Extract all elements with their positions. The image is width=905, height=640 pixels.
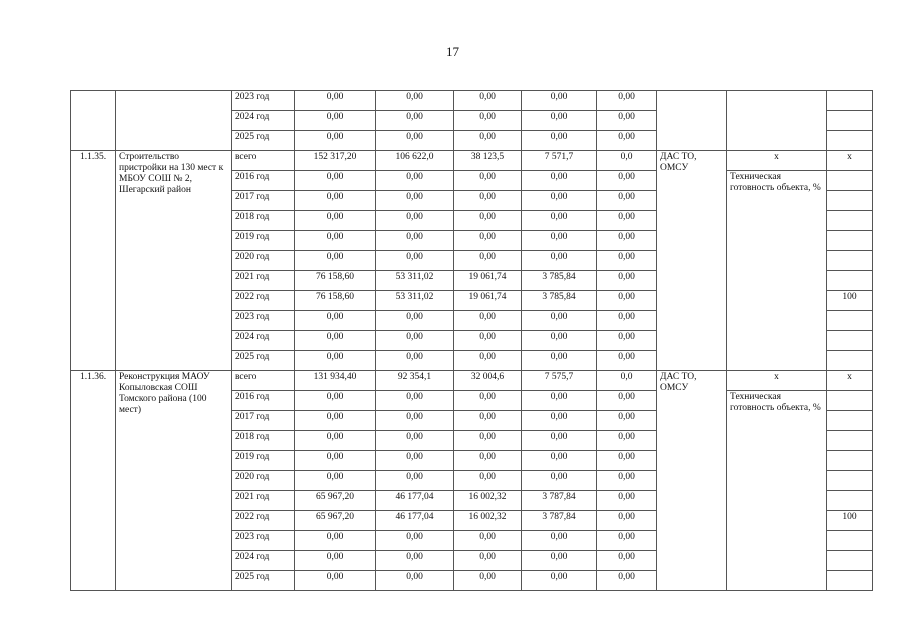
target-value-cell bbox=[827, 531, 873, 551]
code-cell: 1.1.36. bbox=[71, 371, 116, 591]
amount-cell: 0,00 bbox=[454, 251, 522, 271]
amount-cell: 16 002,32 bbox=[454, 511, 522, 531]
amount-cell: 0,0 bbox=[597, 371, 657, 391]
amount-cell: 0,00 bbox=[376, 111, 454, 131]
amount-cell: 0,00 bbox=[454, 171, 522, 191]
amount-cell: 0,00 bbox=[376, 411, 454, 431]
amount-cell: 0,00 bbox=[376, 431, 454, 451]
amount-cell: 0,00 bbox=[376, 171, 454, 191]
amount-cell: 0,00 bbox=[597, 131, 657, 151]
amount-cell: 0,00 bbox=[295, 571, 376, 591]
indicator-cell bbox=[727, 91, 827, 151]
amount-cell: 0,00 bbox=[522, 331, 597, 351]
amount-cell: 0,00 bbox=[295, 311, 376, 331]
amount-cell: 0,00 bbox=[597, 271, 657, 291]
amount-cell: 0,0 bbox=[597, 151, 657, 171]
target-value-cell bbox=[827, 111, 873, 131]
amount-cell: 65 967,20 bbox=[295, 511, 376, 531]
year-cell: 2024 год bbox=[232, 551, 295, 571]
amount-cell: 19 061,74 bbox=[454, 271, 522, 291]
amount-cell: 0,00 bbox=[522, 91, 597, 111]
year-cell: 2025 год bbox=[232, 351, 295, 371]
amount-cell: 38 123,5 bbox=[454, 151, 522, 171]
year-cell: 2021 год bbox=[232, 491, 295, 511]
target-value-cell bbox=[827, 471, 873, 491]
amount-cell: 0,00 bbox=[522, 171, 597, 191]
amount-cell: 0,00 bbox=[454, 571, 522, 591]
name-cell: Строительство пристройки на 130 мест к МБОУ СОШ № 2, Шегарский район bbox=[116, 151, 232, 371]
amount-cell: 0,00 bbox=[597, 511, 657, 531]
year-cell: 2024 год bbox=[232, 111, 295, 131]
amount-cell: 7 575,7 bbox=[522, 371, 597, 391]
target-value-cell bbox=[827, 211, 873, 231]
amount-cell: 0,00 bbox=[522, 111, 597, 131]
amount-cell: 152 317,20 bbox=[295, 151, 376, 171]
amount-cell: 0,00 bbox=[295, 91, 376, 111]
amount-cell: 0,00 bbox=[295, 351, 376, 371]
amount-cell: 106 622,0 bbox=[376, 151, 454, 171]
year-cell: 2023 год bbox=[232, 311, 295, 331]
amount-cell: 0,00 bbox=[376, 471, 454, 491]
target-value-cell bbox=[827, 171, 873, 191]
amount-cell: 46 177,04 bbox=[376, 511, 454, 531]
amount-cell: 0,00 bbox=[376, 231, 454, 251]
year-cell: 2023 год bbox=[232, 531, 295, 551]
amount-cell: 0,00 bbox=[522, 251, 597, 271]
amount-cell: 0,00 bbox=[295, 171, 376, 191]
amount-cell: 0,00 bbox=[597, 431, 657, 451]
target-value-cell bbox=[827, 551, 873, 571]
amount-cell: 0,00 bbox=[597, 411, 657, 431]
amount-cell: 0,00 bbox=[597, 391, 657, 411]
year-cell: 2019 год bbox=[232, 451, 295, 471]
target-value-cell bbox=[827, 391, 873, 411]
indicator-x-cell: x bbox=[727, 151, 827, 171]
amount-cell: 0,00 bbox=[522, 411, 597, 431]
amount-cell: 0,00 bbox=[454, 331, 522, 351]
amount-cell: 0,00 bbox=[295, 551, 376, 571]
amount-cell: 76 158,60 bbox=[295, 271, 376, 291]
target-value-cell bbox=[827, 231, 873, 251]
amount-cell: 0,00 bbox=[376, 131, 454, 151]
target-value-cell bbox=[827, 431, 873, 451]
amount-cell: 0,00 bbox=[597, 291, 657, 311]
year-cell: 2020 год bbox=[232, 251, 295, 271]
amount-cell: 0,00 bbox=[454, 191, 522, 211]
amount-cell: 0,00 bbox=[597, 171, 657, 191]
amount-cell: 0,00 bbox=[295, 211, 376, 231]
page-number: 17 bbox=[446, 44, 459, 59]
year-cell: 2020 год bbox=[232, 471, 295, 491]
amount-cell: 0,00 bbox=[522, 471, 597, 491]
amount-cell: 0,00 bbox=[454, 131, 522, 151]
amount-cell: 0,00 bbox=[454, 211, 522, 231]
target-value-cell bbox=[827, 91, 873, 111]
amount-cell: 0,00 bbox=[522, 451, 597, 471]
amount-cell: 0,00 bbox=[454, 471, 522, 491]
year-cell: 2025 год bbox=[232, 571, 295, 591]
amount-cell: 53 311,02 bbox=[376, 291, 454, 311]
amount-cell: 0,00 bbox=[376, 311, 454, 331]
amount-cell: 0,00 bbox=[376, 551, 454, 571]
year-cell: 2021 год bbox=[232, 271, 295, 291]
amount-cell: 0,00 bbox=[376, 191, 454, 211]
amount-cell: 0,00 bbox=[295, 431, 376, 451]
target-value-cell bbox=[827, 271, 873, 291]
amount-cell: 0,00 bbox=[295, 111, 376, 131]
amount-cell: 0,00 bbox=[454, 231, 522, 251]
indicator-cell: Техническая готовность объекта, % bbox=[727, 391, 827, 591]
amount-cell: 19 061,74 bbox=[454, 291, 522, 311]
amount-cell: 0,00 bbox=[295, 411, 376, 431]
code-cell bbox=[71, 91, 116, 151]
amount-cell: 0,00 bbox=[454, 431, 522, 451]
executor-cell: ДАС ТО, ОМСУ bbox=[657, 371, 727, 591]
target-value-cell bbox=[827, 351, 873, 371]
amount-cell: 0,00 bbox=[597, 491, 657, 511]
indicator-x-cell: x bbox=[727, 371, 827, 391]
amount-cell: 0,00 bbox=[597, 111, 657, 131]
amount-cell: 0,00 bbox=[454, 351, 522, 371]
amount-cell: 0,00 bbox=[597, 91, 657, 111]
amount-cell: 3 785,84 bbox=[522, 291, 597, 311]
amount-cell: 16 002,32 bbox=[454, 491, 522, 511]
year-cell: 2025 год bbox=[232, 131, 295, 151]
year-cell: 2024 год bbox=[232, 331, 295, 351]
amount-cell: 0,00 bbox=[454, 551, 522, 571]
amount-cell: 7 571,7 bbox=[522, 151, 597, 171]
amount-cell: 0,00 bbox=[454, 451, 522, 471]
amount-cell: 0,00 bbox=[522, 571, 597, 591]
amount-cell: 131 934,40 bbox=[295, 371, 376, 391]
year-cell: 2017 год bbox=[232, 411, 295, 431]
year-cell: 2017 год bbox=[232, 191, 295, 211]
target-value-cell bbox=[827, 311, 873, 331]
target-value-cell bbox=[827, 331, 873, 351]
target-value-cell: x bbox=[827, 151, 873, 171]
amount-cell: 0,00 bbox=[597, 451, 657, 471]
amount-cell: 0,00 bbox=[376, 391, 454, 411]
amount-cell: 0,00 bbox=[522, 311, 597, 331]
amount-cell: 0,00 bbox=[295, 391, 376, 411]
amount-cell: 0,00 bbox=[522, 231, 597, 251]
amount-cell: 0,00 bbox=[295, 191, 376, 211]
amount-cell: 53 311,02 bbox=[376, 271, 454, 291]
amount-cell: 0,00 bbox=[522, 431, 597, 451]
amount-cell: 0,00 bbox=[597, 531, 657, 551]
amount-cell: 0,00 bbox=[376, 211, 454, 231]
amount-cell: 0,00 bbox=[376, 91, 454, 111]
amount-cell: 0,00 bbox=[454, 411, 522, 431]
year-cell: 2022 год bbox=[232, 511, 295, 531]
amount-cell: 0,00 bbox=[295, 231, 376, 251]
amount-cell: 46 177,04 bbox=[376, 491, 454, 511]
executor-cell bbox=[657, 91, 727, 151]
target-value-cell bbox=[827, 491, 873, 511]
year-cell: 2022 год bbox=[232, 291, 295, 311]
amount-cell: 0,00 bbox=[522, 391, 597, 411]
amount-cell: 0,00 bbox=[295, 471, 376, 491]
amount-cell: 0,00 bbox=[522, 551, 597, 571]
amount-cell: 0,00 bbox=[597, 351, 657, 371]
amount-cell: 0,00 bbox=[376, 451, 454, 471]
amount-cell: 0,00 bbox=[597, 251, 657, 271]
indicator-cell: Техническая готовность объекта, % bbox=[727, 171, 827, 371]
amount-cell: 0,00 bbox=[597, 331, 657, 351]
target-value-cell bbox=[827, 451, 873, 471]
table-row bbox=[71, 91, 873, 111]
amount-cell: 0,00 bbox=[295, 131, 376, 151]
amount-cell: 65 967,20 bbox=[295, 491, 376, 511]
year-cell: всего bbox=[232, 151, 295, 171]
table-row bbox=[71, 151, 873, 171]
year-cell: 2018 год bbox=[232, 431, 295, 451]
amount-cell: 0,00 bbox=[522, 531, 597, 551]
amount-cell: 0,00 bbox=[376, 331, 454, 351]
target-value-cell bbox=[827, 131, 873, 151]
target-value-cell: 100 bbox=[827, 511, 873, 531]
target-value-cell: 100 bbox=[827, 291, 873, 311]
amount-cell: 0,00 bbox=[454, 531, 522, 551]
amount-cell: 0,00 bbox=[597, 211, 657, 231]
amount-cell: 0,00 bbox=[522, 211, 597, 231]
table-row bbox=[71, 371, 873, 391]
target-value-cell bbox=[827, 571, 873, 591]
amount-cell: 0,00 bbox=[597, 571, 657, 591]
budget-table bbox=[70, 90, 873, 591]
year-cell: 2019 год bbox=[232, 231, 295, 251]
amount-cell: 0,00 bbox=[454, 391, 522, 411]
amount-cell: 3 785,84 bbox=[522, 271, 597, 291]
year-cell: 2016 год bbox=[232, 171, 295, 191]
executor-cell: ДАС ТО, ОМСУ bbox=[657, 151, 727, 371]
amount-cell: 0,00 bbox=[454, 111, 522, 131]
amount-cell: 0,00 bbox=[597, 551, 657, 571]
target-value-cell bbox=[827, 191, 873, 211]
amount-cell: 0,00 bbox=[454, 91, 522, 111]
amount-cell: 0,00 bbox=[376, 251, 454, 271]
year-cell: 2016 год bbox=[232, 391, 295, 411]
amount-cell: 0,00 bbox=[597, 191, 657, 211]
amount-cell: 0,00 bbox=[295, 531, 376, 551]
amount-cell: 3 787,84 bbox=[522, 511, 597, 531]
code-cell: 1.1.35. bbox=[71, 151, 116, 371]
amount-cell: 0,00 bbox=[597, 231, 657, 251]
amount-cell: 0,00 bbox=[454, 311, 522, 331]
name-cell: Реконструкция МАОУ Копыловская СОШ Томского района (100 мест) bbox=[116, 371, 232, 591]
amount-cell: 0,00 bbox=[597, 471, 657, 491]
amount-cell: 32 004,6 bbox=[454, 371, 522, 391]
amount-cell: 0,00 bbox=[295, 331, 376, 351]
year-cell: всего bbox=[232, 371, 295, 391]
amount-cell: 0,00 bbox=[522, 351, 597, 371]
amount-cell: 0,00 bbox=[295, 251, 376, 271]
amount-cell: 0,00 bbox=[376, 571, 454, 591]
amount-cell: 3 787,84 bbox=[522, 491, 597, 511]
name-cell bbox=[116, 91, 232, 151]
target-value-cell bbox=[827, 411, 873, 431]
amount-cell: 0,00 bbox=[522, 191, 597, 211]
amount-cell: 0,00 bbox=[522, 131, 597, 151]
target-value-cell bbox=[827, 251, 873, 271]
amount-cell: 0,00 bbox=[597, 311, 657, 331]
amount-cell: 0,00 bbox=[295, 451, 376, 471]
target-value-cell: x bbox=[827, 371, 873, 391]
amount-cell: 92 354,1 bbox=[376, 371, 454, 391]
year-cell: 2023 год bbox=[232, 91, 295, 111]
amount-cell: 0,00 bbox=[376, 351, 454, 371]
amount-cell: 0,00 bbox=[376, 531, 454, 551]
amount-cell: 76 158,60 bbox=[295, 291, 376, 311]
year-cell: 2018 год bbox=[232, 211, 295, 231]
